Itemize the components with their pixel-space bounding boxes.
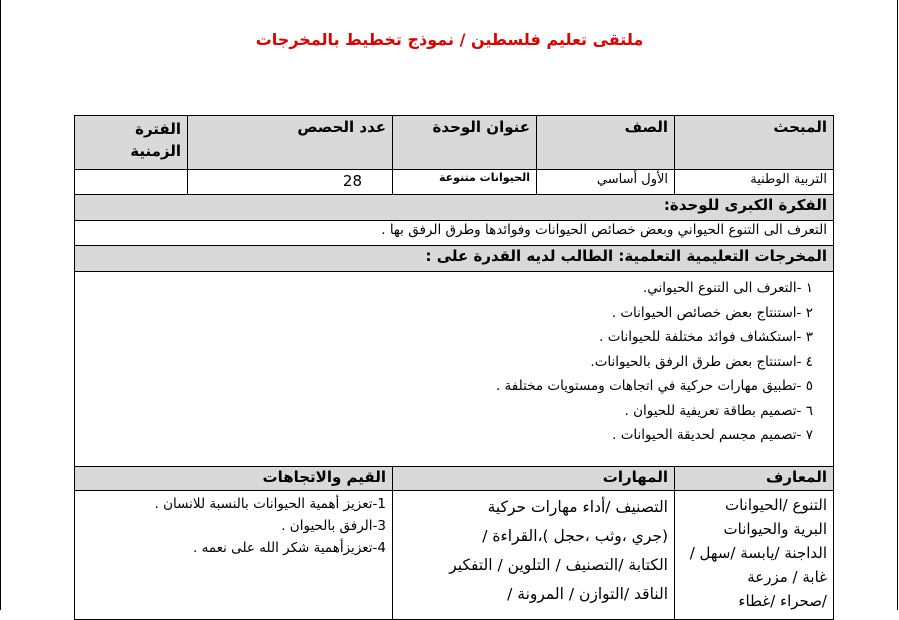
page-border-right [897,0,898,610]
skills-line: الكتابة /التصنيف / التلوين / التفكير [449,556,668,574]
unit-value: الحيوانات متنوعة [392,169,537,195]
values-line: 1-تعزيز أهمية الحيوانات بالنسبة للانسان . [154,496,386,512]
outcome-item: ٣ -استكشاف فوائد مختلفة للحيوانات . [599,329,813,345]
outcomes-label: المخرجات التعليمية التعلمية: الطالب لديه القدرة على : [74,245,834,272]
knowledge-line: /صحراء /غطاء [738,592,827,610]
big-idea-label: الفكرة الكبرى للوحدة: [74,194,834,221]
values-line: 3-الرفق بالحيوان . [281,518,386,534]
page-border-left [0,0,1,610]
knowledge-line: البرية والحيوانات [723,520,827,538]
outcome-item: ٢ -استنتاج بعض خصائص الحيوانات . [611,304,813,321]
big-idea-text: التعرف الى التنوع الحيواني وبعض خصائص الحيوانات وفوائدها وطرق الرفق بها . [74,220,834,246]
planning-table [74,115,834,615]
document-title: ملتقى تعليم فلسطين / نموذج تخطيط بالمخرجات [255,30,644,49]
skills-line: الناقد /التوازن / المرونة / [507,585,668,603]
unit-header: عنوان الوحدة [392,115,537,170]
skills-cell [392,490,675,620]
values-header: القيم والاتجاهات [74,466,393,491]
outcome-item: ٥ -تطبيق مهارات حركية في اتجاهات ومستويات مختلفة . [495,378,813,394]
knowledge-line: الداجنة /يابسة /سهل / [689,544,827,562]
sessions-header: عدد الحصص [187,115,393,170]
outcome-item: ٦ -تصميم بطاقة تعريفية للحيوان . [624,402,813,419]
outcome-item: ٧ -تصميم مجسم لحديقة الحيوانات . [612,427,813,443]
period-header: الفترة الزمنية [74,115,188,170]
knowledge-line: غابة / مزرعة [747,568,827,586]
values-line: 4-تعزيزأهمية شكر الله على نعمه . [193,540,386,556]
grade-value: الأول أساسي [536,169,675,195]
subject-value: التربية الوطنية [674,169,834,195]
period-value [74,169,188,195]
subject-header: المبحث [674,115,834,170]
sessions-value: 28 [187,169,393,195]
knowledge-header: المعارف [674,466,834,491]
outcomes-list [75,276,833,448]
outcome-item: ١ -التعرف الى التنوع الحيواني. [642,280,813,296]
knowledge-cell [674,490,834,620]
outcome-item: ٤ -استنتاج بعض طرق الرفق بالحيوانات. [590,353,813,370]
skills-header: المهارات [392,466,675,491]
values-cell [74,490,393,620]
outcomes-list-cell [74,271,834,467]
skills-line: (جري ،وثب ،حجل )،القراءة / [482,527,668,545]
knowledge-line: التنوع /الحيوانات [724,496,827,514]
skills-line: التصنيف /أداء مهارات حركية [487,498,668,516]
grade-header: الصف [536,115,675,170]
